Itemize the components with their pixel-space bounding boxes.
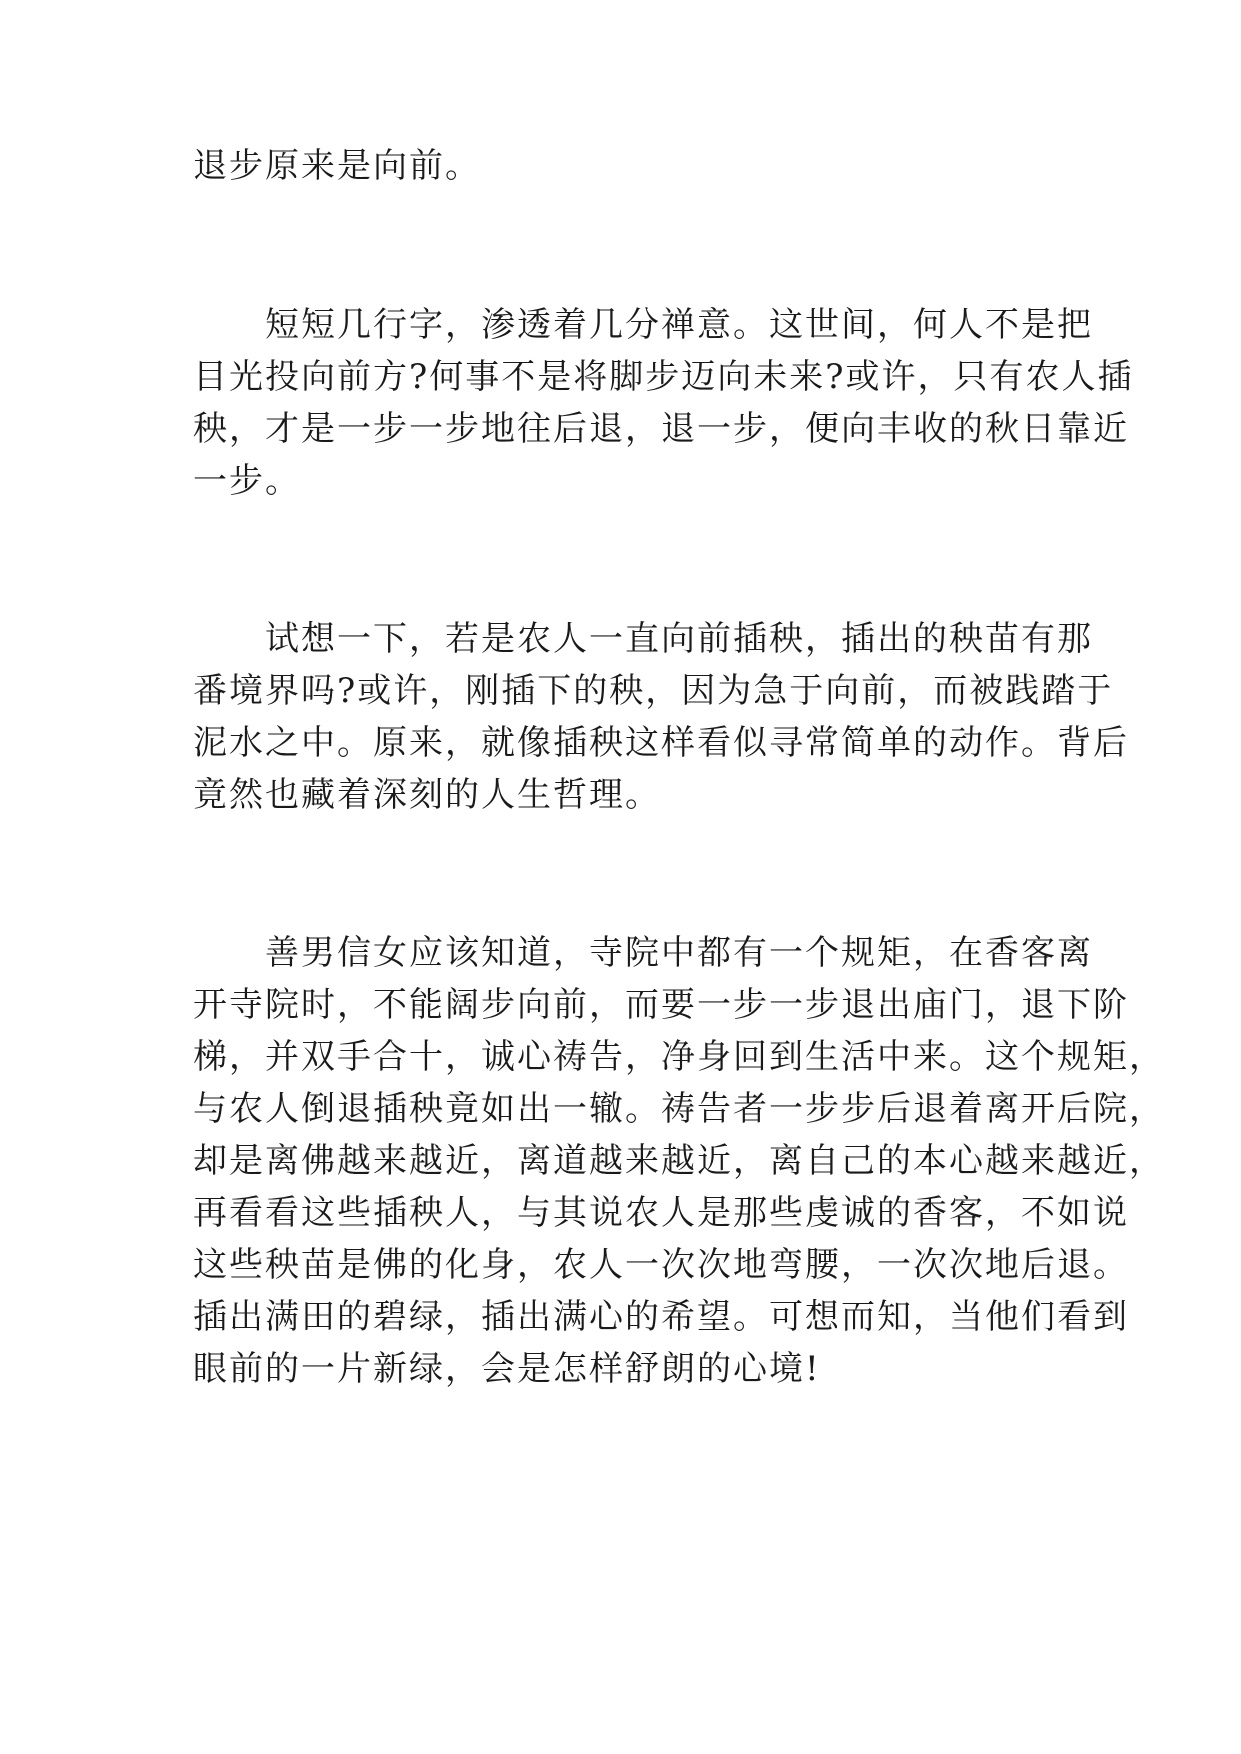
- paragraph-2-line-3: 秧，才是一步一步地往后退，退一步，便向丰收的秋日靠近: [193, 409, 1129, 449]
- paragraph-4-line-8: 插出满田的碧绿，插出满心的希望。可想而知，当他们看到: [193, 1297, 1129, 1337]
- paragraph-2-line-2: 目光投向前方?何事不是将脚步迈向未来?或许，只有农人插: [193, 357, 1134, 397]
- paragraph-3-line-3: 泥水之中。原来，就像插秧这样看似寻常简单的动作。背后: [193, 723, 1129, 763]
- paragraph-4-line-1: 善男信女应该知道，寺院中都有一个规矩，在香客离: [193, 933, 1093, 973]
- paragraph-3-line-4: 竟然也藏着深刻的人生哲理。: [193, 775, 661, 815]
- paragraph-4-line-5: 却是离佛越来越近，离道越来越近，离自己的本心越来越近，: [193, 1141, 1165, 1181]
- paragraph-1-line-1: 退步原来是向前。: [193, 146, 481, 186]
- paragraph-2-line-1: 短短几行字，渗透着几分禅意。这世间，何人不是把: [193, 305, 1093, 345]
- paragraph-3-line-2: 番境界吗?或许，刚插下的秧，因为急于向前，而被践踏于: [193, 671, 1114, 711]
- paragraph-4-line-9: 眼前的一片新绿，会是怎样舒朗的心境!: [193, 1349, 821, 1389]
- paragraph-4-line-4: 与农人倒退插秧竟如出一辙。祷告者一步步后退着离开后院，: [193, 1089, 1165, 1129]
- paragraph-2-line-4: 一步。: [193, 461, 301, 501]
- paragraph-4-line-3: 梯，并双手合十，诚心祷告，净身回到生活中来。这个规矩，: [193, 1037, 1165, 1077]
- paragraph-4-line-7: 这些秧苗是佛的化身，农人一次次地弯腰，一次次地后退。: [193, 1245, 1129, 1285]
- paragraph-4-line-2: 开寺院时，不能阔步向前，而要一步一步退出庙门，退下阶: [193, 985, 1129, 1025]
- paragraph-3-line-1: 试想一下，若是农人一直向前插秧，插出的秧苗有那: [193, 619, 1093, 659]
- paragraph-4-line-6: 再看看这些插秧人，与其说农人是那些虔诚的香客，不如说: [193, 1193, 1129, 1233]
